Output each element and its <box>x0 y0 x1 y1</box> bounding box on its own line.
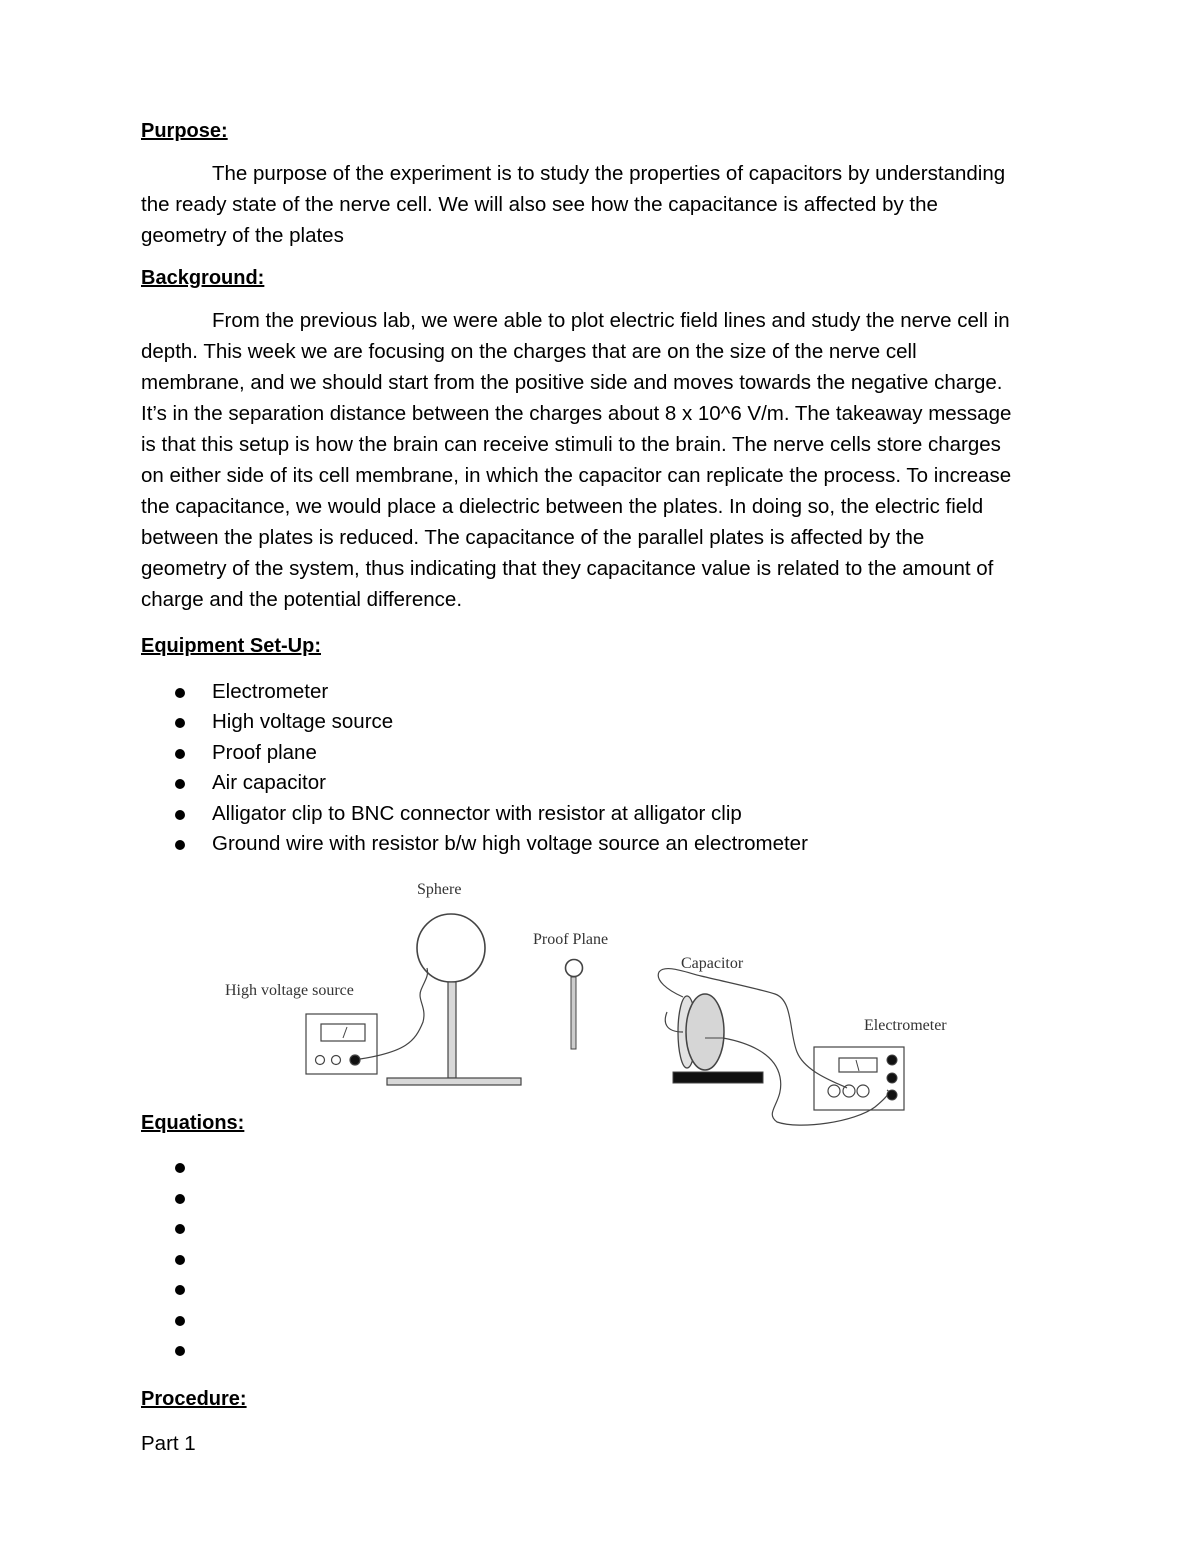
list-item <box>141 768 808 798</box>
list-item <box>141 677 808 707</box>
bullet-icon <box>175 718 185 728</box>
electrometer-terminal <box>857 1085 869 1097</box>
electrometer-terminal <box>843 1085 855 1097</box>
high-voltage-source-device <box>306 1014 377 1074</box>
equations-list <box>141 1152 212 1366</box>
electrometer-knob <box>887 1090 897 1100</box>
bullet-icon <box>175 840 185 850</box>
stand-pole <box>448 982 456 1078</box>
background-paragraph <box>141 305 1059 615</box>
purpose-line: the ready state of the nerve cell. We will also see how the capacitance is affected by the <box>141 193 938 216</box>
equations-heading: Equations: <box>141 1112 245 1134</box>
background-line: between the plates is reduced. The capacitance of the parallel plates is affected by the <box>141 526 925 549</box>
proof-plane-label: Proof Plane <box>533 931 609 948</box>
hv-terminal <box>332 1056 341 1065</box>
sphere-stand <box>387 914 521 1085</box>
electrometer-label: Electrometer <box>864 1017 947 1034</box>
list-item <box>141 1152 212 1183</box>
list-item <box>141 1183 212 1214</box>
equipment-heading: Equipment Set-Up: <box>141 635 321 657</box>
background-line: the capacitance, we would place a dielectric between the plates. In doing so, the electric field <box>141 495 984 518</box>
equipment-item-label: Ground wire with resistor b/w high voltage source an electrometer <box>212 831 808 855</box>
equipment-item-label: High voltage source <box>212 710 394 734</box>
electrometer-terminal <box>828 1085 840 1097</box>
background-line: It’s in the separation distance between the charges about 8 x 10^6 V/m. The takeaway message <box>141 402 1012 425</box>
proof-plane-handle <box>571 977 576 1049</box>
list-item <box>141 1305 212 1336</box>
electrometer-knob <box>887 1055 897 1065</box>
bullet-icon <box>175 810 185 820</box>
bullet-icon <box>175 1316 185 1326</box>
background-heading: Background: <box>141 267 265 289</box>
bullet-icon <box>175 749 185 759</box>
purpose-paragraph <box>141 158 1059 251</box>
sphere-label: Sphere <box>417 881 462 898</box>
equipment-item-label: Air capacitor <box>212 771 326 795</box>
electrometer-meter <box>839 1058 877 1072</box>
hv-terminal <box>316 1056 325 1065</box>
list-item <box>141 1274 212 1305</box>
apparatus-diagram <box>215 872 975 1132</box>
background-line: geometry of the system, thus indicating that they capacitance value is related to the amount of <box>141 557 994 580</box>
high-voltage-source-label: High voltage source <box>225 982 354 999</box>
bullet-icon <box>175 1255 185 1265</box>
stand-base <box>387 1078 521 1085</box>
equipment-item-label: Proof plane <box>212 740 317 764</box>
hv-source-box <box>306 1014 377 1074</box>
capacitor-device <box>673 994 763 1083</box>
bullet-icon <box>175 1194 185 1204</box>
proof-plane-device <box>566 960 583 1050</box>
list-item <box>141 1244 212 1275</box>
procedure-heading: Procedure: <box>141 1388 247 1410</box>
purpose-line: geometry of the plates <box>141 224 344 247</box>
list-item <box>141 799 808 829</box>
hv-needle <box>343 1027 347 1038</box>
list-item <box>141 1335 212 1366</box>
proof-plane-disk <box>566 960 583 977</box>
list-item <box>141 829 808 859</box>
bullet-icon <box>175 1163 185 1173</box>
background-line: From the previous lab, we were able to plot electric field lines and study the nerve cell in <box>212 309 1010 332</box>
background-line: charge and the potential difference. <box>141 588 463 611</box>
list-item <box>141 738 808 768</box>
hv-terminal-active <box>350 1055 360 1065</box>
bullet-icon <box>175 779 185 789</box>
capacitor-label: Capacitor <box>681 955 744 972</box>
bullet-icon <box>175 1224 185 1234</box>
equipment-item-label: Electrometer <box>212 680 329 703</box>
bullet-icon <box>175 1346 185 1356</box>
background-line: depth. This week we are focusing on the charges that are on the size of the nerve cell <box>141 340 917 363</box>
capacitor-base <box>673 1072 763 1083</box>
equipment-item-label: Alligator clip to BNC connector with resistor at alligator clip <box>212 801 742 825</box>
purpose-line: The purpose of the experiment is to study the properties of capacitors by understanding <box>212 162 1006 185</box>
background-line: membrane, and we should start from the positive side and moves towards the negative charge. <box>141 371 1003 394</box>
list-item <box>141 707 808 737</box>
bullet-icon <box>175 1285 185 1295</box>
background-line: on either side of its cell membrane, in which the capacitor can replicate the process. To increase <box>141 464 1012 487</box>
procedure-part-label: Part 1 <box>141 1432 196 1455</box>
electrometer-needle <box>856 1060 859 1071</box>
capacitor-plate-front <box>686 994 724 1070</box>
background-line: is that this setup is how the brain can receive stimuli to the brain. The nerve cells store charges <box>141 433 1001 456</box>
electrometer-knob <box>887 1073 897 1083</box>
equipment-list <box>141 677 808 859</box>
bullet-icon <box>175 688 185 698</box>
list-item <box>141 1213 212 1244</box>
purpose-heading: Purpose: <box>141 120 228 142</box>
hv-source-meter <box>321 1024 365 1041</box>
